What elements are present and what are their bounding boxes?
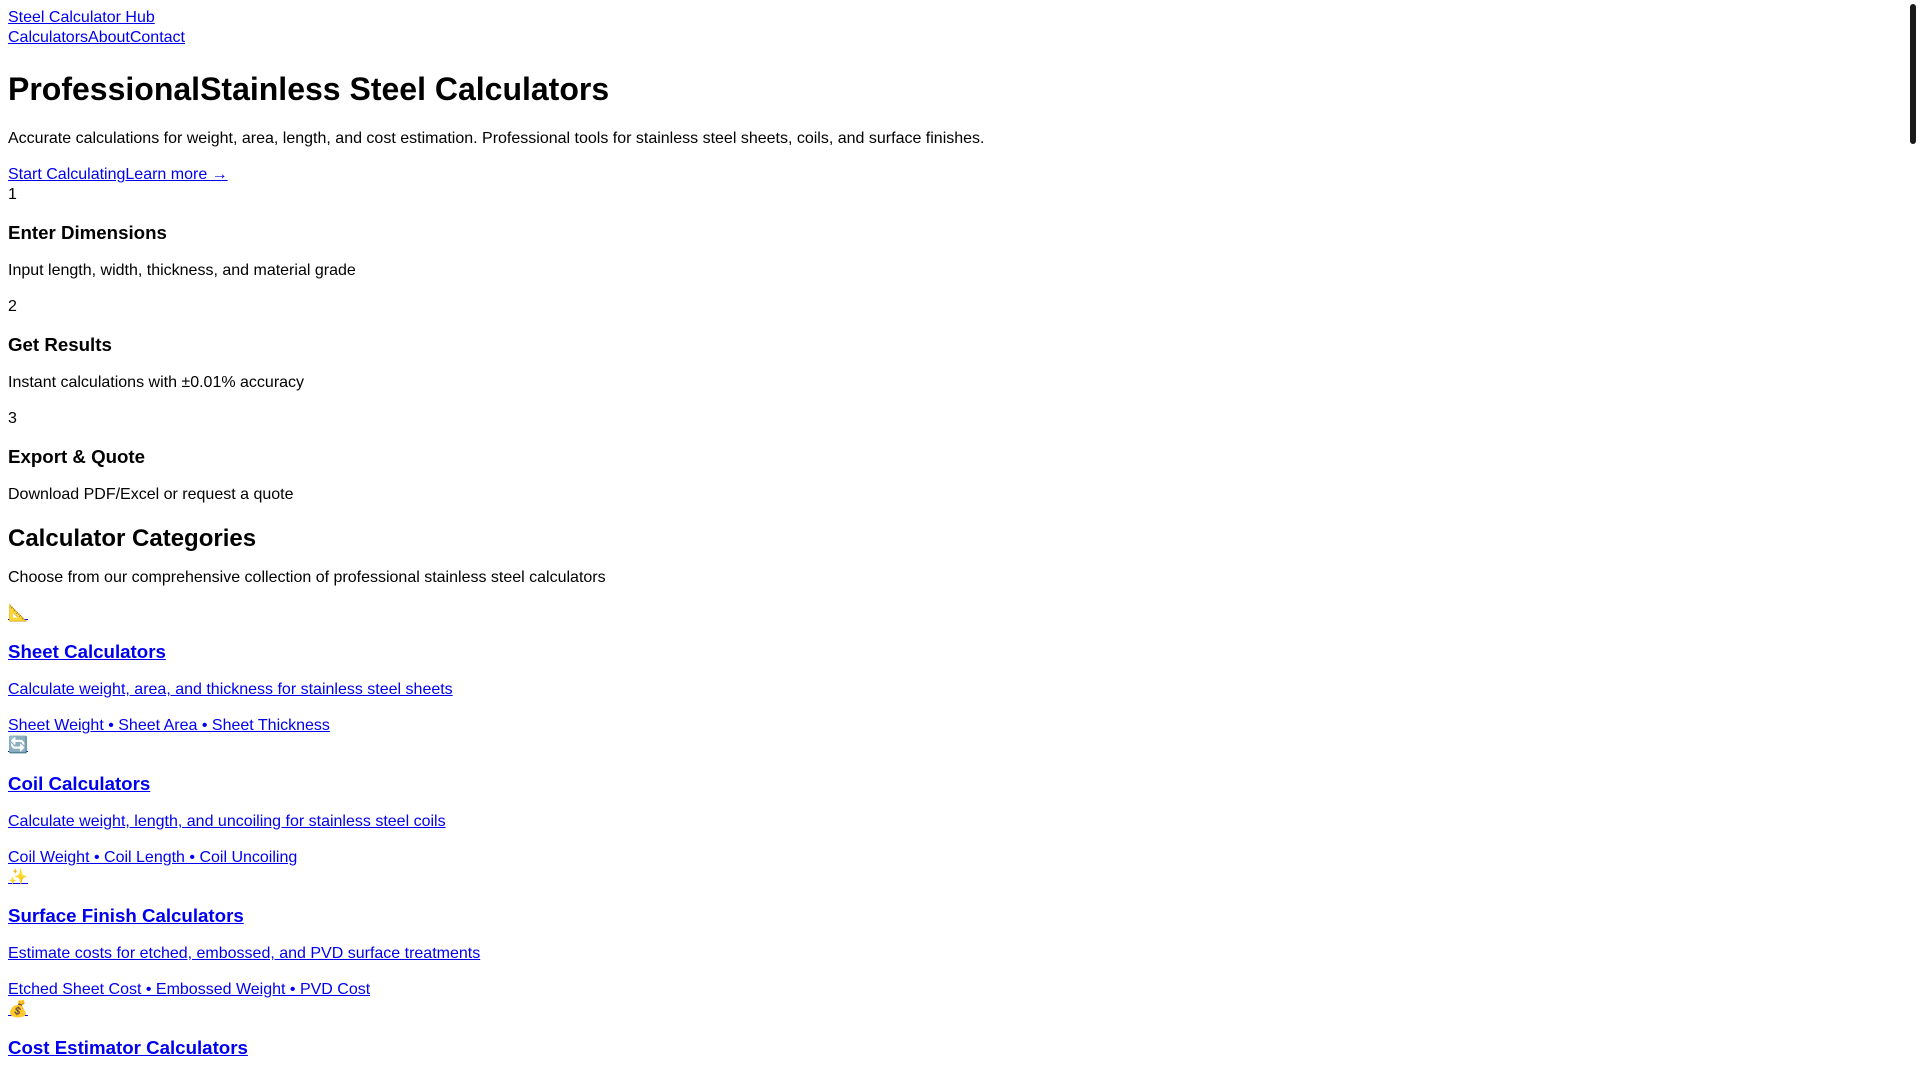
step-description: Input length, width, thickness, and material grade [8,262,356,279]
category-description: Calculate weight, area, and thickness for stainless steel sheets [8,681,453,698]
cycle-arrows-icon: 🔄 [8,737,28,754]
step-title: Enter Dimensions [8,222,167,243]
hero-title [8,69,1898,109]
step-description: Instant calculations with ±0.01% accuracy [8,374,305,391]
categories-subheading: Choose from our comprehensive collection of professional stainless steel calculators [8,569,606,586]
page-scrollbar[interactable] [1905,0,1920,1080]
nav-contact[interactable]: Contact [129,29,185,46]
category-description: Estimate costs for etched, embossed, and PVD surface treatments [8,945,481,962]
step-number: 2 [8,298,17,315]
step-description: Download PDF/Excel or request a quote [8,486,294,503]
nav-about[interactable]: About [88,29,130,46]
hero-cta-group [8,165,1898,185]
category-card-cost-estimator[interactable] [8,1000,1898,1060]
scrollbar-thumb[interactable] [1910,4,1916,144]
sparkles-icon: ✨ [8,869,28,886]
start-calculating-button[interactable]: Start Calculating [8,166,126,183]
category-card-coil[interactable] [8,736,1898,868]
step-1 [8,185,1898,281]
category-title: Cost Estimator Calculators [8,1037,248,1058]
hero-title-a: Professional [8,71,201,107]
main-nav [8,28,1898,48]
hero-subtitle: Accurate calculations for weight, area, length, and cost estimation. Professional tools for stainless steel sheets, coils, and surface finishes. [8,130,985,147]
money-bag-icon: 💰 [8,1001,28,1018]
brand-link[interactable]: Steel Calculator Hub [8,9,155,26]
category-description: Calculate weight, length, and uncoiling for stainless steel coils [8,813,446,830]
category-title: Sheet Calculators [8,641,166,662]
step-title: Export & Quote [8,446,146,467]
learn-more-link[interactable]: Learn more → [125,166,228,183]
step-number: 3 [8,410,17,427]
triangular-ruler-icon: 📐 [8,605,28,622]
category-tools: Coil Weight • Coil Length • Coil Uncoiling [8,849,298,866]
step-title: Get Results [8,334,112,355]
hero-title-b: Stainless Steel Calculators [200,71,610,107]
category-title: Surface Finish Calculators [8,905,244,926]
category-card-surface-finish[interactable] [8,868,1898,1000]
category-tools: Sheet Weight • Sheet Area • Sheet Thickness [8,717,330,734]
categories-heading: Calculator Categories [8,525,257,552]
step-number: 1 [8,186,17,203]
step-2 [8,297,1898,393]
step-3 [8,409,1898,505]
page [8,8,1898,1076]
category-card-sheet[interactable] [8,604,1898,736]
category-tools: Etched Sheet Cost • Embossed Weight • PVD Cost [8,981,371,998]
nav-calculators[interactable]: Calculators [8,29,89,46]
category-title: Coil Calculators [8,773,151,794]
